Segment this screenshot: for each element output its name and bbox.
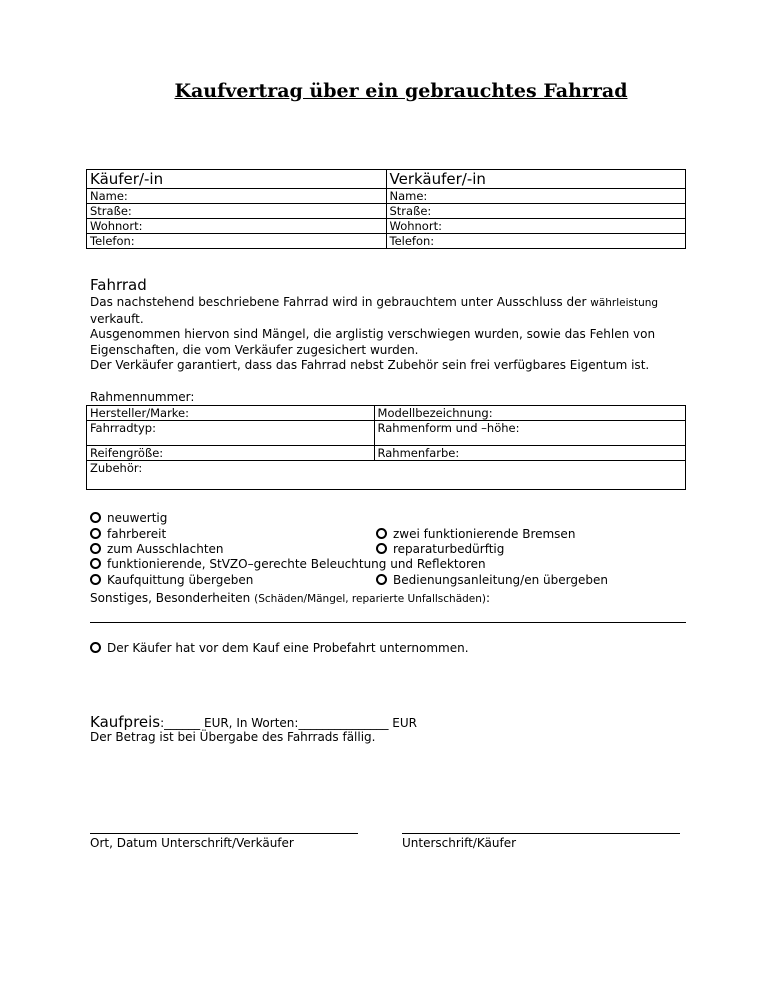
- checkbox-circle-icon: [90, 642, 101, 653]
- checkbox-kaufquittung[interactable]: [90, 573, 253, 589]
- seller-phone-field[interactable]: Telefon:: [386, 234, 686, 249]
- checkbox-circle-icon: [376, 528, 387, 539]
- checkbox-label: zwei funktionierende Bremsen: [393, 527, 576, 541]
- checkbox-circle-icon: [376, 574, 387, 585]
- bike-description: [90, 295, 690, 374]
- checkbox-ausschlachten[interactable]: [90, 542, 224, 558]
- buyer-signature-label: Unterschrift/Käufer: [402, 836, 517, 850]
- seller-signature-label: Ort, Datum Unterschrift/Verkäufer: [90, 836, 294, 850]
- price-due-note: Der Betrag ist bei Übergabe des Fahrrads fällig.: [90, 730, 376, 744]
- buyer-signature-line[interactable]: [402, 833, 680, 834]
- price-line: [90, 712, 417, 732]
- bike-paragraph-1: Das nachstehend beschriebene Fahrrad wird in gebrauchtem unter Ausschluss der: [90, 295, 587, 309]
- other-notes-label: [90, 591, 490, 608]
- other-label: Sonstiges, Besonderheiten: [90, 591, 251, 605]
- seller-header: Verkäufer/-in: [386, 170, 686, 189]
- checkbox-bedienungsanleitung[interactable]: [376, 573, 608, 589]
- buyer-header: Käufer/-in: [87, 170, 387, 189]
- seller-name-field[interactable]: Name:: [386, 189, 686, 204]
- checkbox-bremsen[interactable]: [376, 527, 575, 543]
- manufacturer-field[interactable]: Hersteller/Marke:: [87, 406, 375, 421]
- other-notes-line[interactable]: [90, 622, 686, 623]
- checkbox-fahrbereit[interactable]: [90, 527, 166, 543]
- bike-paragraph-1-end: verkauft.: [90, 311, 144, 326]
- checkbox-neuwertig[interactable]: [90, 511, 167, 527]
- bike-heading: Fahrrad: [90, 276, 147, 294]
- other-colon: :: [486, 591, 491, 605]
- checkbox-circle-icon: [376, 543, 387, 554]
- document-title: Kaufvertrag über ein gebrauchtes Fahrrad: [174, 80, 628, 102]
- checkbox-label: zum Ausschlachten: [107, 542, 224, 556]
- checkbox-reparaturbeduerftig[interactable]: [376, 542, 504, 558]
- bike-type-field[interactable]: Fahrradtyp:: [87, 421, 375, 446]
- seller-signature-line[interactable]: [90, 833, 358, 834]
- price-fields[interactable]: :______ EUR, In Worten:_______________ EUR: [160, 716, 417, 730]
- seller-street-field[interactable]: Straße:: [386, 204, 686, 219]
- frame-shape-field[interactable]: Rahmenform und –höhe:: [374, 421, 685, 446]
- other-hint: (Schäden/Mängel, reparierte Unfallschäden): [254, 593, 487, 605]
- checkbox-circle-icon: [90, 558, 101, 569]
- checkbox-circle-icon: [90, 512, 101, 523]
- frame-table: [86, 405, 686, 490]
- seller-city-field[interactable]: Wohnort:: [386, 219, 686, 234]
- checkbox-label: funktionierende, StVZO–gerechte Beleuchtung und Reflektoren: [107, 557, 486, 571]
- warranty-word: währleistung: [590, 297, 659, 309]
- parties-table: [86, 169, 686, 249]
- frame-color-field[interactable]: Rahmenfarbe:: [374, 446, 685, 461]
- checkbox-circle-icon: [90, 574, 101, 585]
- bike-paragraph-2-line-2: Eigenschaften, die vom Verkäufer zugesichert wurden.: [90, 342, 419, 357]
- checkbox-label: Kaufquittung übergeben: [107, 573, 254, 587]
- frame-number-label: Rahmennummer:: [90, 390, 195, 404]
- checkbox-label: Der Käufer hat vor dem Kauf eine Probefahrt unternommen.: [107, 641, 469, 655]
- buyer-name-field[interactable]: Name:: [87, 189, 387, 204]
- model-field[interactable]: Modellbezeichnung:: [374, 406, 685, 421]
- buyer-street-field[interactable]: Straße:: [87, 204, 387, 219]
- checkbox-label: fahrbereit: [107, 527, 167, 541]
- checkbox-circle-icon: [90, 543, 101, 554]
- checkbox-label: Bedienungsanleitung/en übergeben: [393, 573, 608, 587]
- checkbox-label: reparaturbedürftig: [393, 542, 505, 556]
- buyer-phone-field[interactable]: Telefon:: [87, 234, 387, 249]
- bike-paragraph-2-line-1: Ausgenommen hiervon sind Mängel, die arglistig verschwiegen wurden, sowie das Fehlen von: [90, 327, 656, 341]
- tire-size-field[interactable]: Reifengröße:: [87, 446, 375, 461]
- price-label: Kaufpreis: [90, 713, 161, 731]
- bike-paragraph-3: Der Verkäufer garantiert, dass das Fahrrad nebst Zubehör sein frei verfügbares Eigentum ist.: [90, 358, 650, 372]
- buyer-city-field[interactable]: Wohnort:: [87, 219, 387, 234]
- checkbox-circle-icon: [90, 528, 101, 539]
- checkbox-beleuchtung[interactable]: [90, 557, 486, 573]
- checkbox-probefahrt[interactable]: [90, 641, 469, 657]
- accessories-field[interactable]: Zubehör:: [87, 461, 686, 490]
- checkbox-label: neuwertig: [107, 511, 168, 525]
